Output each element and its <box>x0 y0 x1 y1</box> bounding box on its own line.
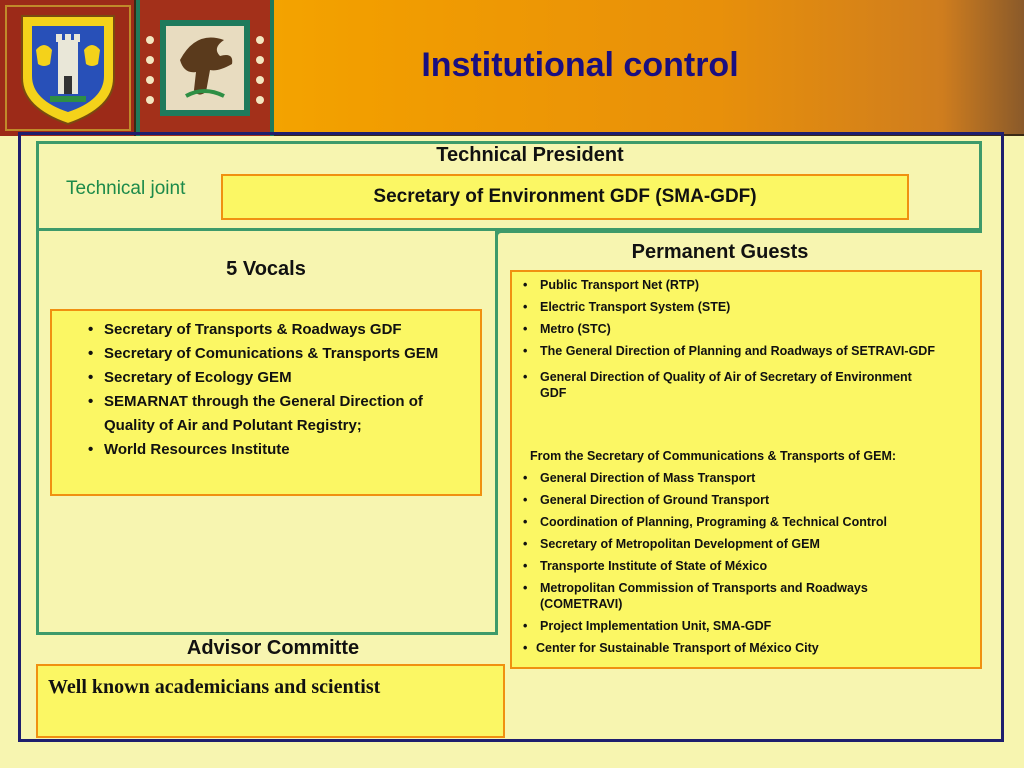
list-item: • Center for Sustainable Transport of México City <box>520 640 975 656</box>
list-item: • Public Transport Net (RTP) <box>520 277 975 293</box>
list-item: • General Direction of Quality of Air of Secretary of Environment GDF <box>520 369 940 401</box>
list-item: • Project Implementation Unit, SMA-GDF <box>520 618 975 634</box>
list-item: • Secretary of Transports & Roadways GDF <box>88 318 468 342</box>
list-item: • Electric Transport System (STE) <box>520 299 975 315</box>
list-item: • SEMARNAT through the General Direction of Quality of Air and Polutant Registry; <box>88 390 468 438</box>
list-item: • General Direction of Mass Transport <box>520 470 975 486</box>
permanent-guests-gem-list <box>520 470 975 656</box>
list-item: • World Resources Institute <box>88 438 468 462</box>
technical-president-box <box>221 174 909 220</box>
castle-shield-icon <box>0 0 136 136</box>
list-item: • Metro (STC) <box>520 321 975 337</box>
vocals-heading: 5 Vocals <box>226 258 306 280</box>
advisor-heading: Advisor Committe <box>186 637 360 659</box>
technical-president-body: Secretary of Environment GDF (SMA-GDF) <box>373 186 757 207</box>
permanent-guests-heading: Permanent Guests <box>631 241 809 263</box>
eagle-emblem-logo <box>136 0 274 136</box>
list-item: • Transporte Institute of State of México <box>520 558 975 574</box>
advisor-body: Well known academicians and scientist <box>48 676 381 698</box>
list-item: • Secretary of Ecology GEM <box>88 366 468 390</box>
city-coat-of-arms-logo <box>0 0 136 136</box>
list-item: • The General Direction of Planning and Roadways of SETRAVI-GDF <box>520 343 940 359</box>
list-item: • Coordination of Planning, Programing & Technical Control <box>520 514 975 530</box>
gem-intro-text: From the Secretary of Communications & Transports of GEM: <box>530 449 897 463</box>
technical-president-heading: Technical President <box>436 144 624 166</box>
page-title: Institutional control <box>421 46 739 84</box>
eagle-icon <box>136 0 274 136</box>
header-band <box>0 0 1024 136</box>
list-item: • Secretary of Metropolitan Development of GEM <box>520 536 975 552</box>
list-item: • Metropolitan Commission of Transports and Roadways (COMETRAVI) <box>520 580 940 612</box>
list-item: • Secretary of Comunications & Transports GEM <box>88 342 468 366</box>
vocals-list <box>88 318 468 462</box>
list-item: • General Direction of Ground Transport <box>520 492 975 508</box>
permanent-guests-gdf-list <box>520 277 975 401</box>
technical-joint-label: Technical joint <box>66 178 186 199</box>
